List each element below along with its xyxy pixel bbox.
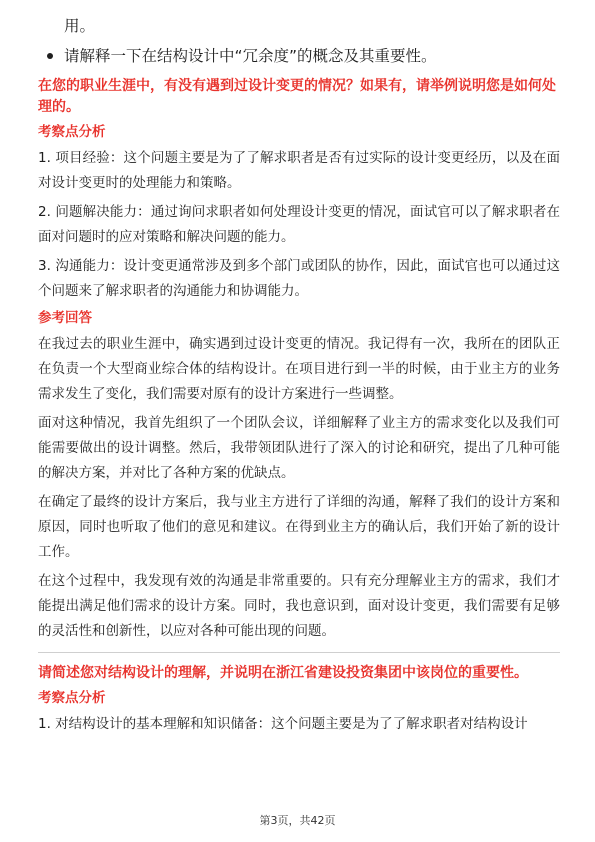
bullet-question-text: 请解释一下在结构设计中“冗余度”的概念及其重要性。	[64, 47, 437, 65]
continued-text: 用。	[64, 17, 96, 35]
answer-paragraph: 在我过去的职业生涯中，确实遇到过设计变更的情况。我记得有一次，我所在的团队正在负责一个大型商业综合体的结构设计。在项目进行到一半的时候，由于业主方的业务需求发生了变化，我们需要对原有的设计方案进行一些调整。	[38, 336, 560, 402]
analysis-item: 2. 问题解决能力：通过询问求职者如何处理设计变更的情况，面试官可以了解求职者在面对问题时的应对策略和解决问题的能力。	[38, 204, 560, 245]
bullet-question	[64, 44, 560, 68]
question-heading-2: 请简述您对结构设计的理解，并说明在浙江省建设投资集团中该岗位的重要性。	[38, 665, 528, 681]
bullet-dot-icon	[47, 53, 53, 59]
answer-paragraph: 面对这种情况，我首先组织了一个团队会议，详细解释了业主方的需求变化以及我们可能需要做出的设计调整。然后，我带领团队进行了深入的讨论和研究，提出了几种可能的解决方案，并对比了各种方案的优缺点。	[38, 415, 560, 481]
document-page	[38, 14, 560, 741]
page-footer: 第3页，共42页	[259, 814, 336, 827]
answer-label-1: 参考回答	[38, 310, 92, 326]
section-divider	[38, 652, 560, 653]
analysis-label-1: 考察点分析	[38, 124, 106, 140]
analysis-label-2: 考察点分析	[38, 690, 106, 706]
answer-paragraph: 在这个过程中，我发现有效的沟通是非常重要的。只有充分理解业主方的需求，我们才能提出满足他们需求的设计方案。同时，我也意识到，面对设计变更，我们需要有足够的灵活性和创新性，以应对各种可能出现的问题。	[38, 573, 560, 639]
analysis-item: 1. 对结构设计的基本理解和知识储备：这个问题主要是为了了解求职者对结构设计	[38, 716, 528, 732]
answer-paragraph: 在确定了最终的设计方案后，我与业主方进行了详细的沟通，解释了我们的设计方案和原因，同时也听取了他们的意见和建议。在得到业主方的确认后，我们开始了新的设计工作。	[38, 494, 560, 560]
analysis-item: 1. 项目经验：这个问题主要是为了了解求职者是否有过实际的设计变更经历，以及在面对设计变更时的处理能力和策略。	[38, 150, 560, 191]
analysis-item: 3. 沟通能力：设计变更通常涉及到多个部门或团队的协作，因此，面试官也可以通过这个问题来了解求职者的沟通能力和协调能力。	[38, 258, 560, 299]
question-heading-1: 在您的职业生涯中，有没有遇到过设计变更的情况？如果有，请举例说明您是如何处理的。	[38, 78, 556, 115]
